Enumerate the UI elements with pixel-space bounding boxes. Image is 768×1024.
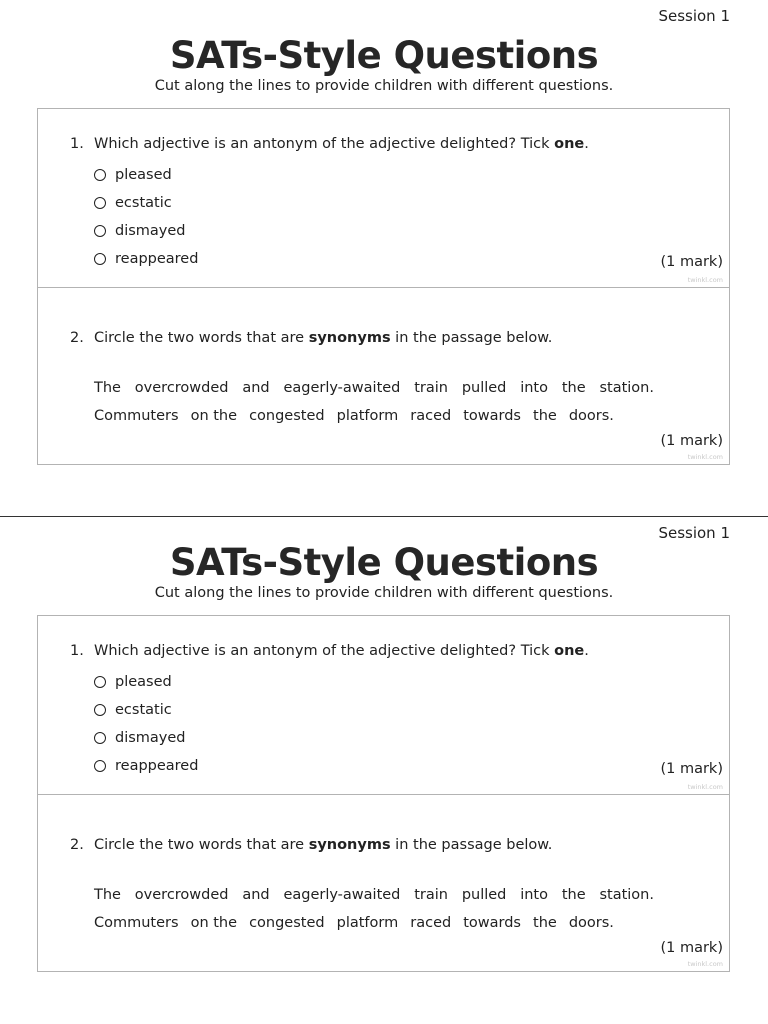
page-title: SATs-Style Questions: [169, 541, 599, 584]
passage-line-2: [94, 915, 614, 931]
tick-circle-icon[interactable]: [94, 225, 106, 237]
tick-circle-icon[interactable]: [94, 197, 106, 209]
passage-word[interactable]: The: [94, 887, 121, 903]
passage-word[interactable]: congested: [249, 915, 325, 931]
passage-word[interactable]: doors.: [568, 408, 614, 424]
passage-word[interactable]: pulled: [461, 887, 507, 903]
mark-label: (1 mark): [660, 940, 723, 956]
passage-word[interactable]: towards: [463, 408, 521, 424]
answer-options: [94, 161, 198, 273]
passage-line-1: [94, 887, 654, 903]
page-subtitle: Cut along the lines to provide children with different questions.: [154, 78, 614, 94]
session-label: Session 1: [658, 524, 730, 542]
session-label: Session 1: [658, 7, 730, 25]
option-pleased[interactable]: [94, 161, 198, 189]
question-number: 2.: [70, 330, 84, 346]
passage-word[interactable]: on the: [190, 915, 238, 931]
passage-word[interactable]: raced: [410, 408, 452, 424]
passage-word[interactable]: the: [533, 915, 557, 931]
passage-word[interactable]: eagerly-awaited: [283, 380, 401, 396]
passage-line-2: [94, 408, 614, 424]
question-1-card: [37, 108, 730, 288]
option-label: pleased: [115, 167, 172, 183]
question-number: 2.: [70, 837, 84, 853]
question-number: 1.: [70, 643, 84, 659]
question-number: 1.: [70, 136, 84, 152]
passage-word[interactable]: Commuters: [94, 915, 179, 931]
passage-word[interactable]: train: [414, 380, 448, 396]
page-subtitle: Cut along the lines to provide children with different questions.: [154, 585, 614, 601]
passage-word[interactable]: train: [414, 887, 448, 903]
mark-label: (1 mark): [660, 254, 723, 270]
passage-word[interactable]: overcrowded: [134, 887, 229, 903]
option-label: pleased: [115, 674, 172, 690]
passage-word[interactable]: and: [242, 887, 270, 903]
passage-word[interactable]: congested: [249, 408, 325, 424]
passage-word[interactable]: towards: [463, 915, 521, 931]
option-label: dismayed: [115, 223, 186, 239]
question-2-card: [37, 794, 730, 972]
question-text: Which adjective is an antonym of the adjective delighted? Tick one.: [94, 643, 589, 659]
passage-word[interactable]: and: [242, 380, 270, 396]
tick-circle-icon[interactable]: [94, 169, 106, 181]
passage-word[interactable]: The: [94, 380, 121, 396]
option-dismayed[interactable]: [94, 217, 198, 245]
option-label: reappeared: [115, 758, 199, 774]
tick-circle-icon[interactable]: [94, 676, 106, 688]
tick-circle-icon[interactable]: [94, 732, 106, 744]
passage-word[interactable]: platform: [336, 915, 399, 931]
question-1-card: [37, 615, 730, 795]
passage-word[interactable]: into: [520, 380, 548, 396]
page-title: SATs-Style Questions: [169, 34, 599, 77]
passage-word[interactable]: station.: [599, 887, 654, 903]
watermark: twinkl.com: [687, 453, 723, 461]
passage-word[interactable]: overcrowded: [134, 380, 229, 396]
tick-circle-icon[interactable]: [94, 253, 106, 265]
passage-word[interactable]: on the: [190, 408, 238, 424]
passage-word[interactable]: platform: [336, 408, 399, 424]
mark-label: (1 mark): [660, 761, 723, 777]
passage-word[interactable]: pulled: [461, 380, 507, 396]
question-text: Circle the two words that are synonyms in the passage below.: [94, 837, 553, 853]
tick-circle-icon[interactable]: [94, 760, 106, 772]
passage-word[interactable]: the: [533, 408, 557, 424]
tick-circle-icon[interactable]: [94, 704, 106, 716]
answer-options: [94, 668, 198, 780]
option-dismayed[interactable]: [94, 724, 198, 752]
option-reappeared[interactable]: [94, 245, 198, 273]
option-label: dismayed: [115, 730, 186, 746]
option-label: ecstatic: [115, 195, 172, 211]
passage-word[interactable]: doors.: [568, 915, 614, 931]
option-ecstatic[interactable]: [94, 696, 198, 724]
watermark: twinkl.com: [687, 783, 723, 791]
option-ecstatic[interactable]: [94, 189, 198, 217]
option-pleased[interactable]: [94, 668, 198, 696]
passage-word[interactable]: the: [561, 887, 586, 903]
option-label: ecstatic: [115, 702, 172, 718]
passage-line-1: [94, 380, 654, 396]
worksheet-bottom: [0, 507, 768, 1014]
mark-label: (1 mark): [660, 433, 723, 449]
watermark: twinkl.com: [687, 960, 723, 968]
passage-word[interactable]: into: [520, 887, 548, 903]
passage-word[interactable]: station.: [599, 380, 654, 396]
passage-word[interactable]: Commuters: [94, 408, 179, 424]
passage-word[interactable]: the: [561, 380, 586, 396]
option-reappeared[interactable]: [94, 752, 198, 780]
question-text: Circle the two words that are synonyms in the passage below.: [94, 330, 553, 346]
passage-word[interactable]: raced: [410, 915, 452, 931]
option-label: reappeared: [115, 251, 199, 267]
watermark: twinkl.com: [687, 276, 723, 284]
question-text: Which adjective is an antonym of the adjective delighted? Tick one.: [94, 136, 589, 152]
passage-word[interactable]: eagerly-awaited: [283, 887, 401, 903]
worksheet-top: [0, 0, 768, 507]
question-2-card: [37, 287, 730, 465]
